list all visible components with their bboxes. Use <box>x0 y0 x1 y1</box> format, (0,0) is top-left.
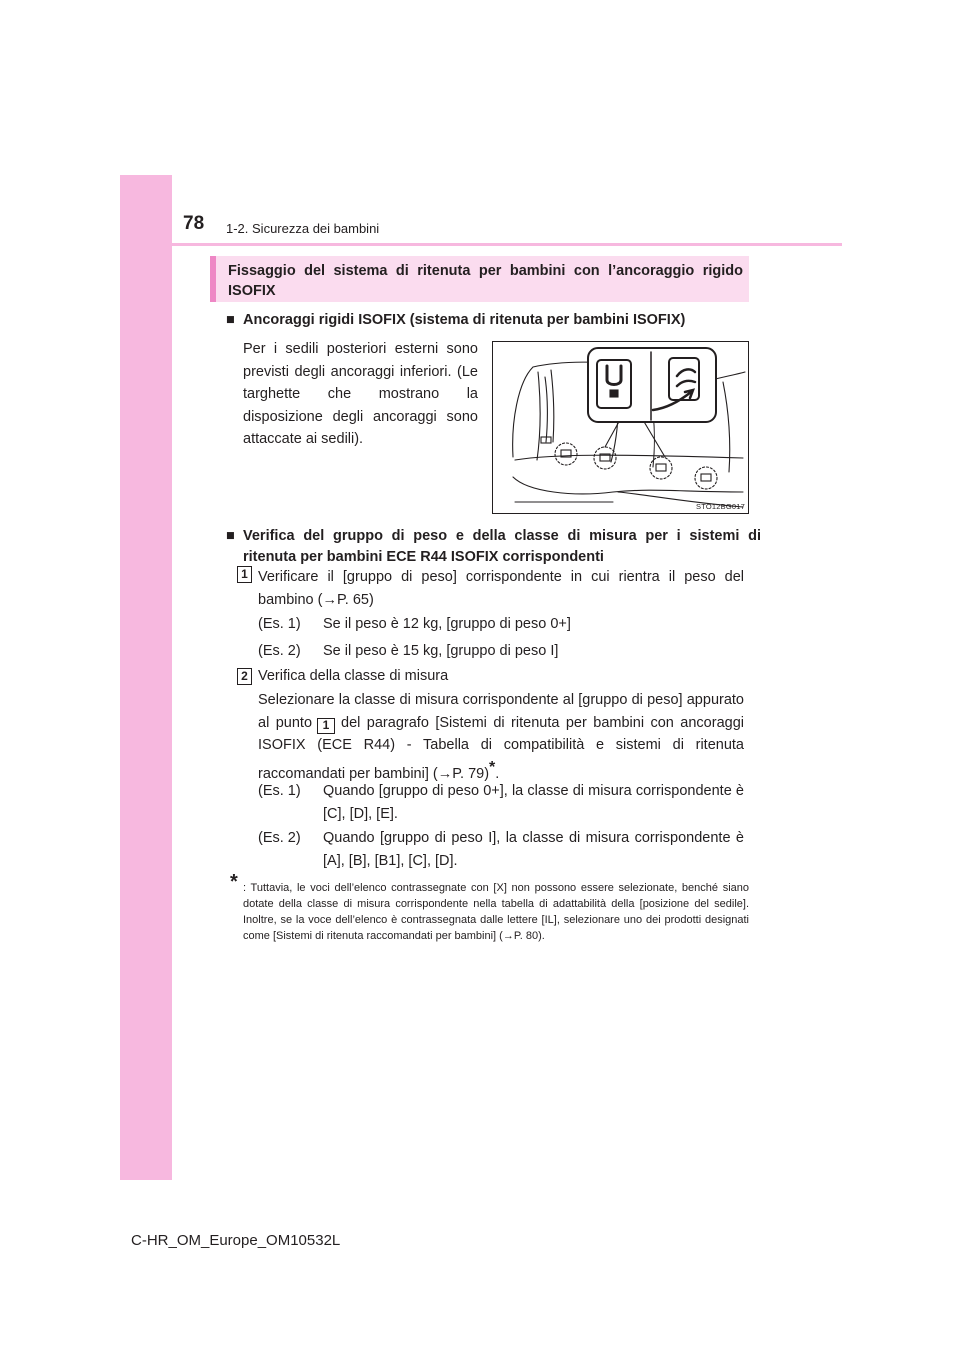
section-heading-box <box>210 256 749 302</box>
anchor-description: Per i sedili posteriori esterni sono previsti degli ancoraggi inferiori. (Le targhette che mostrano la disposizione degli ancoraggi sono attaccate ai sedili). <box>243 341 478 447</box>
step-ref-1: 1 <box>317 718 335 734</box>
footnote-marker: * <box>489 758 496 776</box>
subheading-line-1 <box>226 526 761 547</box>
example-4-text: Quando [gruppo di peso I], la classe di misura corrispondente è [A], [B], [B1], [C], [D]. <box>323 830 744 869</box>
example-3-label: (Es. 1) <box>258 783 301 799</box>
example-1-label: (Es. 1) <box>258 616 301 632</box>
step-number-1: 1 <box>237 566 252 583</box>
square-bullet-icon: ■ <box>226 528 235 544</box>
figure-code: STO12BG017 <box>696 502 745 511</box>
footer-doc-id: C-HR_OM_Europe_OM10532L <box>131 1232 341 1249</box>
step-1-text: Verificare il [gruppo di peso] corrispondente in cui rientra il peso del bambino (→P. 65) <box>258 569 744 608</box>
footnote-star: * <box>230 871 238 893</box>
subheading-isofix-anchors <box>226 310 685 331</box>
section-title: Fissaggio del sistema di ritenuta per bambini con l’ancoraggio rigido ISOFIX <box>228 263 743 299</box>
example-1-text: Se il peso è 12 kg, [gruppo di peso 0+] <box>323 616 571 632</box>
subheading-text: Ancoraggi rigidi ISOFIX (sistema di ritenuta per bambini ISOFIX) <box>243 312 686 328</box>
example-2-text: Se il peso è 15 kg, [gruppo di peso I] <box>323 643 559 659</box>
step-2-text-start: Selezionare la classe di misura corrispondente al [gruppo di peso] appurato al punto <box>258 692 744 731</box>
footnote <box>230 871 749 944</box>
side-tab-band <box>120 175 172 1180</box>
example-3-text: Quando [gruppo di peso 0+], la classe di misura corrispondente è [C], [D], [E]. <box>323 783 744 822</box>
chapter-title: 1-2. Sicurezza dei bambini <box>226 221 380 236</box>
rear-seat-isofix-icon <box>493 342 748 513</box>
subheading-text-line-1: Verifica del gruppo di peso e della classe di misura per i sistemi di <box>243 528 761 544</box>
example-2-label: (Es. 2) <box>258 643 301 659</box>
header-rule <box>172 243 842 246</box>
subheading-weight-group-check <box>226 526 761 568</box>
footnote-text: : Tuttavia, le voci dell’elenco contrassegnate con [X] non possono essere selezionate, benché siano dotate della classe di misura corrispondente nella tabella di adattabilità della [posizione del sedile]. Inoltre, se la voce dell’elenco è contrassegnata dalle lettere [IL], selezionare uno dei prodotti designati come [Sistemi di ritenuta raccomandati per bambini] (→P. 80). <box>243 882 749 942</box>
step-2-title: Verifica della classe di misura <box>258 668 449 684</box>
page-number: 78 <box>183 213 205 234</box>
step-2-period: . <box>495 765 500 782</box>
step-2-text-end: del paragrafo [Sistemi di ritenuta per bambini con ancoraggi ISOFIX (ECE R44) - Tabella di compatibilità e sistemi di ritenuta raccomandati per bambini] (→P. 79) <box>258 714 744 782</box>
square-bullet-icon: ■ <box>226 312 235 328</box>
step-2-text <box>258 689 744 785</box>
step-number-2: 2 <box>237 668 252 685</box>
isofix-anchor-illustration <box>492 341 749 514</box>
example-4-label: (Es. 2) <box>258 830 301 846</box>
subheading-text-line-2: ritenuta per bambini ECE R44 ISOFIX corrispondenti <box>243 549 604 565</box>
